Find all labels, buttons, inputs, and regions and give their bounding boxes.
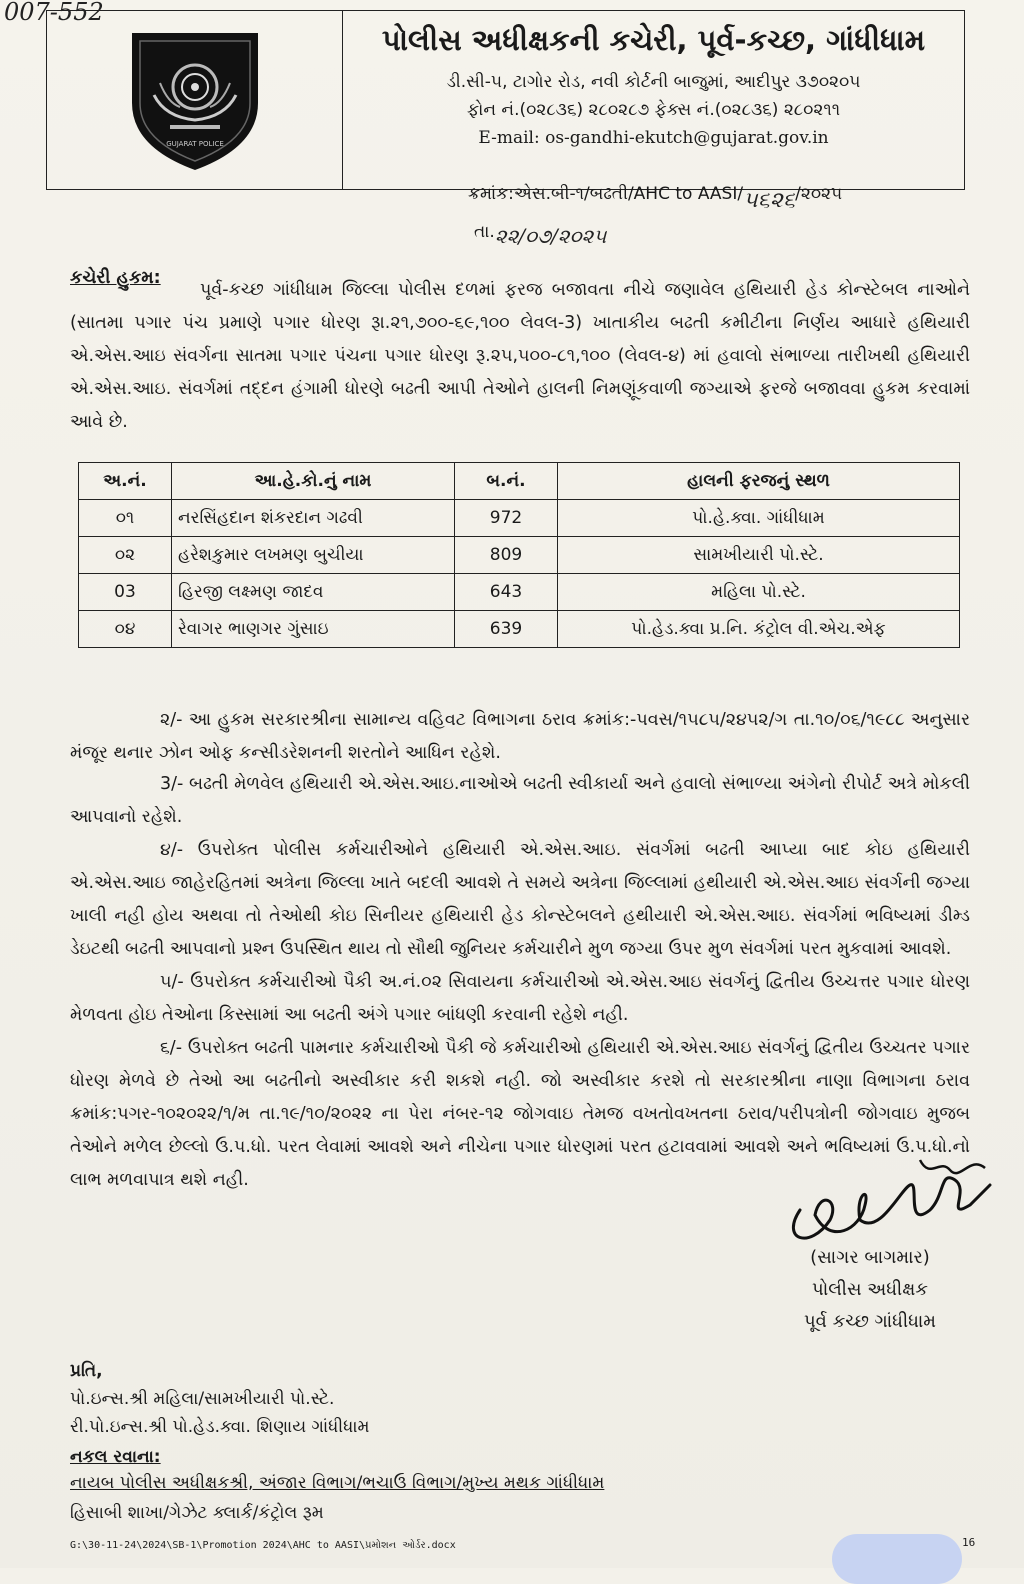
signatory-block — [770, 1242, 970, 1338]
order-number-prefix: ક્રમાંક:એસ.બી-૧/બઢતી/AHC to AASI/ — [468, 184, 744, 204]
cell-place: સામખીયારી પો.સ્ટે. — [558, 537, 960, 574]
table-row — [79, 500, 960, 537]
cell-name: હિરજી લક્ષ્મણ જાદવ — [172, 574, 455, 611]
letterhead-text — [343, 11, 964, 189]
letterhead — [46, 10, 965, 190]
order-date — [474, 218, 607, 248]
table-header-row — [79, 463, 960, 500]
signatory-office: પૂર્વ કચ્છ ગાંધીધામ — [803, 1311, 937, 1332]
logo-text: GUJARAT POLICE — [165, 140, 224, 148]
cell-buckle: 809 — [455, 537, 558, 574]
table-row — [79, 537, 960, 574]
handwritten-reference: 007-552 — [4, 0, 104, 26]
blue-overlay-blob — [832, 1534, 962, 1584]
order-number — [468, 180, 843, 213]
office-title: પોલીસ અધીક્ષકની કચેરી, પૂર્વ-કચ્છ, ગાંધીધામ — [381, 23, 926, 57]
page-number: 16 — [962, 1536, 976, 1549]
office-order-heading: કચેરી હુકમ: — [70, 268, 161, 288]
cell-serial: ૦૨ — [79, 537, 172, 574]
order-date-prefix: તા. — [474, 222, 495, 242]
signatory-designation: પોલીસ અધીક્ષક — [812, 1279, 928, 1300]
table-row — [79, 574, 960, 611]
col-posting: હાલની ફરજનું સ્થળ — [558, 463, 960, 500]
recipient-1: પો.ઇન્સ.શ્રી મહિલા/સામખીયારી પો.સ્ટે. — [70, 1389, 335, 1409]
office-address: ડી.સી-૫, ટાગોર રોડ, નવી કોર્ટની બાજુમાં, આદીપુર ૩૭૦૨૦૫ — [446, 72, 861, 92]
promotion-table — [78, 462, 960, 648]
recipient-2: રી.પો.ઇન્સ.શ્રી પો.હેડ.ક્વા. શિણાય ગાંધીધામ — [70, 1417, 370, 1437]
table-row — [79, 611, 960, 648]
office-email: E-mail: os-gandhi-ekutch@gujarat.gov.in — [478, 128, 829, 148]
copy-recipient-2: હિસાબી શાખા/ગેઝેટ ક્લાર્ક/કંટ્રોલ રૂમ — [70, 1503, 324, 1523]
order-number-handwritten: ૫૬૨૬ — [743, 188, 796, 213]
order-para-4: ૪/- ઉપરોક્ત પોલીસ કર્મચારીઓને હથિયારી એ.એસ.આઇ. સંવર્ગમાં બઢતી આપ્યા બાદ કોઇ હથિયારી એ.એસ.આઇ જાહેરહિતમાં અત્રેના જિલ્લા ખાતે બદલી આવશે તે સમયે અત્રેના જિલ્લામાં હથીયારી એ.એસ.આઇ સંવર્ગની જગ્યા ખાલી નહી હોય અથવા તો તેઓથી કોઇ સિનીયર હથિયારી હેડ કોન્સ્ટેબલને હથીયારી એ.એસ.આઇ. સંવર્ગમાં ભવિષ્યમાં ડીમ્ડ ડેઇટથી બઢતી આપવાનો પ્રશ્ન ઉપસ્થિત થાય તો સૌથી જુનિયર કર્મચારીને મુળ જગ્યા ઉપર મુળ સંવર્ગમાં પરત મુકવામાં આવશે. — [70, 840, 970, 959]
signatory-name: (સાગર બાગમાર) — [810, 1247, 930, 1268]
order-para-6: ૬/- ઉપરોક્ત બઢતી પામનાર કર્મચારીઓ પૈકી જે કર્મચારીઓ હથિયારી એ.એસ.આઇ સંવર્ગનું દ્વિતીય ઉચ્ચતર પગાર ધોરણ મેળવે છે તેઓ આ બઢતીનો અસ્વીકાર કરી શકશે નહી. જો અસ્વીકાર કરશે તો સરકારશ્રીના નાણા વિભાગના ઠરાવ ક્રમાંક:પગર-૧૦૨૦૨૨/૧/મ તા.૧૯/૧૦/૨૦૨૨ ના પેરા નંબર-૧૨ જોગવાઇ તેમજ વખતોવખતના ઠરાવ/પરીપત્રોની જોગવાઇ મુજબ તેઓને મળેલ છેલ્લો ઉ.પ.ધો. પરત લેવામાં આવશે અને નીચેના પગાર ધોરણમાં પરત હટાવવામાં આવશે અને ભવિષ્યમાં ઉ.પ.ધો.નો લાભ મળવાપાત્ર થશે નહી. — [70, 1038, 970, 1190]
cell-serial: 03 — [79, 574, 172, 611]
order-number-suffix: /૨૦૨૫ — [795, 184, 843, 204]
order-para-2: ૨/- આ હુકમ સરકારશ્રીના સામાન્ય વહિવટ વિભાગના ઠરાવ ક્રમાંક:-પવસ/૧૫૮૫/૨૪૫૨/ગ તા.૧૦/૦૬/૧૯૮૮ અનુસાર મંજૂર થનાર ઝોન ઓફ કન્સીડરેશનની શરતોને આધિન રહેશે. — [70, 710, 970, 763]
office-phone: ફોન નં.(૦૨૮૩૬) ૨૮૦૨૮૭ ફેક્સ નં.(૦૨૮૩૬) ૨૮૦૨૧૧ — [466, 100, 841, 120]
file-path: G:\30-11-24\2024\SB-1\Promotion 2024\AHC to AASI\પ્રમોશન ઓર્ડર.docx — [70, 1540, 456, 1551]
copy-recipient-1: નાયબ પોલીસ અધીક્ષકશ્રી, અંજાર વિભાગ/ભચાઉ વિભાગ/મુખ્ય મથક ગાંધીધામ — [70, 1473, 605, 1493]
cell-buckle: 639 — [455, 611, 558, 648]
cell-name: રેવાગર ભાણગર ગુંસાઇ — [172, 611, 455, 648]
cell-place: પો.હે.ક્વા. ગાંધીધામ — [558, 500, 960, 537]
recipients-heading — [70, 1356, 103, 1386]
copy-to-heading: નકલ રવાના: — [70, 1447, 161, 1467]
gujarat-police-logo — [120, 25, 270, 175]
order-date-handwritten: ૨૨/૦૭/૨૦૨૫ — [494, 224, 607, 248]
to-heading: પ્રતિ, — [70, 1361, 103, 1381]
cell-buckle: 643 — [455, 574, 558, 611]
col-buckle-no: બ.નં. — [455, 463, 558, 500]
cell-name: નરસિંહદાન શંકરદાન ગઢવી — [172, 500, 455, 537]
cell-buckle: 972 — [455, 500, 558, 537]
col-name: આ.હે.કો.નું નામ — [172, 463, 455, 500]
cell-serial: ૦૧ — [79, 500, 172, 537]
cell-name: હરેશકુમાર લખમણ બુચીયા — [172, 537, 455, 574]
cell-place: પો.હેડ.ક્વા પ્ર.નિ. કંટ્રોલ વી.એચ.એફ — [558, 611, 960, 648]
order-para-5: ૫/- ઉપરોક્ત કર્મચારીઓ પૈકી અ.નં.૦૨ સિવાયના કર્મચારીઓ એ.એસ.આઇ સંવર્ગનું દ્વિતીય ઉચ્ચત્તર પગાર ધોરણ મેળવતા હોઇ તેઓના કિસ્સામાં આ બઢતી અંગે પગાર બાંધણી કરવાની રહેશે નહી. — [70, 972, 970, 1025]
col-serial: અ.નં. — [79, 463, 172, 500]
cell-place: મહિલા પો.સ્ટે. — [558, 574, 960, 611]
cell-serial: ૦૪ — [79, 611, 172, 648]
order-para-3: 3/- બઢતી મેળવેલ હથિયારી એ.એસ.આઇ.નાઓએ બઢતી સ્વીકાર્યા અને હવાલો સંભાળ્યા અંગેનો રીપોર્ટ અત્રે મોકલી આપવાનો રહેશે. — [70, 774, 970, 827]
order-para-1: પૂર્વ-કચ્છ ગાંધીધામ જિલ્લા પોલીસ દળમાં ફરજ બજાવતા નીચે જણાવેલ હથિયારી હેડ કોન્સ્ટેબલ નાઓને (સાતમા પગાર પંચ પ્રમાણે પગાર ધોરણ રૂા.૨૧,૭૦૦-૬૯,૧૦૦ લેવલ-3) ખાતાકીય બઢતી કમીટીના નિર્ણય આધારે હથિયારી એ.એસ.આઇ સંવર્ગના સાતમા પગાર પંચના પગાર ધોરણ રૂ.૨૫,૫૦૦-૮૧,૧૦૦ (લેવલ-૪) માં હવાલો સંભાળ્યા તારીખથી હથિયારી એ.એસ.આઇ. સંવર્ગમાં તદ્દન હંગામી ધોરણે બઢતી આપી તેઓને હાલની નિમણૂંકવાળી જગ્યાએ ફરજે બજાવવા હુકમ કરવામાં આવે છે. — [70, 280, 970, 432]
logo-cell — [47, 11, 343, 189]
